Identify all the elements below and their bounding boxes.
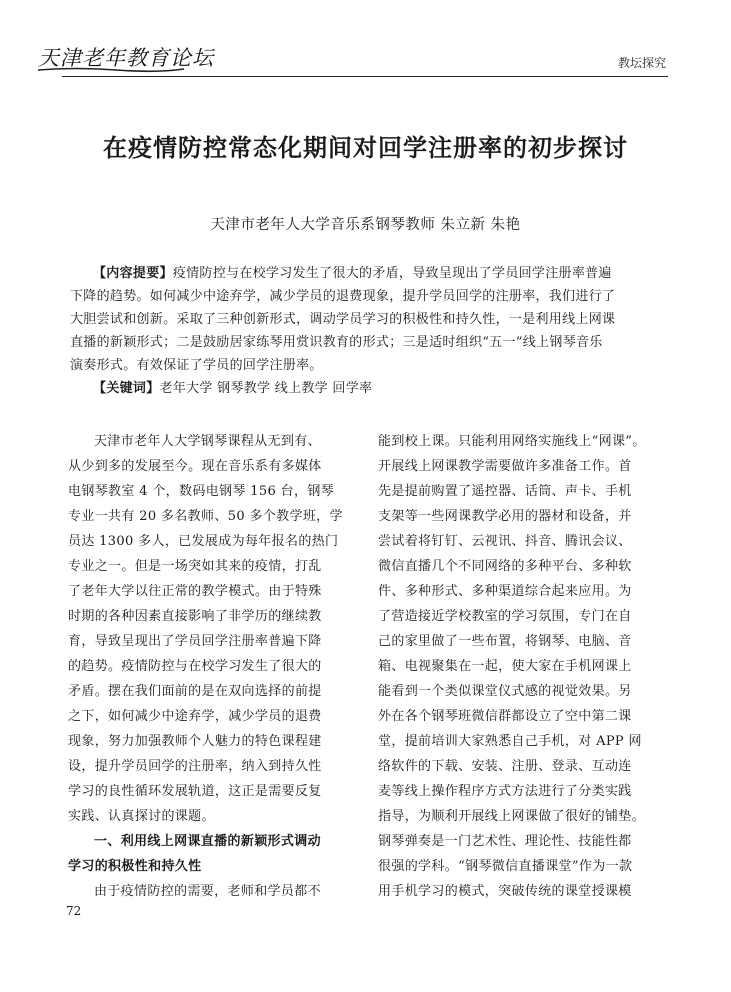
- paragraph-line: 堂，提前培训大家熟悉自己手机，对 APP 网: [378, 734, 642, 749]
- paragraph-line: 箱、电视聚集在一起，使大家在手机网课上: [378, 659, 632, 674]
- paragraph-line: 件、多种形式、多种渠道综合起来应用。为: [378, 584, 632, 599]
- paragraph-line: 的趋势。疫情防控与在校学习发生了很大的: [68, 659, 322, 674]
- paragraph-line: 微信直播几个不同网络的多种平台、多种软: [378, 559, 632, 574]
- paragraph-line: 能看到一个类似课堂仪式感的视觉效果。另: [378, 684, 632, 699]
- article-title: 在疫情防控常态化期间对回学注册率的初步探讨: [103, 134, 628, 162]
- paragraph-line: 指导，为顺利开展线上网课做了很好的铺垫。: [378, 809, 646, 824]
- abstract-line: [93, 262, 693, 281]
- abstract-line: 大胆尝试和创新。采取了三种创新形式，调动学员学习的积极性和持久性，一是利用线上网课: [70, 312, 616, 327]
- paragraph-line: 电钢琴教室 4 个，数码电钢琴 156 台，钢琴: [68, 484, 335, 499]
- keywords-text: 老年大学 钢琴教学 线上教学 回学率: [159, 381, 373, 396]
- paragraph-line: 钢琴弹奏是一门艺术性、理论性、技能性都: [378, 834, 632, 849]
- paragraph-line: 育，导致呈现出了学员回学注册率普遍下降: [68, 634, 322, 649]
- keywords-line: [93, 377, 693, 396]
- paragraph-line: 麦等线上操作程序方式方法进行了分类实践: [378, 784, 632, 799]
- paragraph-line: 用手机学习的模式，突破传统的课堂授课模: [378, 884, 632, 899]
- abstract-label: 【内容提要】: [93, 266, 173, 281]
- paragraph-line: 己的家里做了一些布置，将钢琴、电脑、音: [378, 634, 632, 649]
- paragraph-line: 设，提升学员回学的注册率，纳入到持久性: [68, 759, 322, 774]
- paragraph-line: 之下，如何减少中途弃学，减少学员的退费: [68, 709, 322, 724]
- paragraph-line: 员达 1300 多人，已发展成为每年报名的热门: [68, 534, 339, 549]
- paragraph-line: 现象，努力加强教师个人魅力的特色课程建: [68, 734, 322, 749]
- paragraph-line: 了老年大学以往正常的教学模式。由于特殊: [68, 584, 322, 599]
- abstract-line: 下降的趋势。如何减少中途弃学，减少学员的退费现象，提升学员回学的注册率，我们进行了: [70, 289, 616, 304]
- paragraph-line: 支架等一些网课教学必用的器材和设备，并: [378, 509, 632, 524]
- paragraph-line: 先是提前购置了遥控器、话筒、声卡、手机: [378, 484, 632, 499]
- paragraph-line: 很强的学科。“钢琴微信直播课堂”作为一款: [378, 859, 633, 874]
- paragraph-line: 矛盾。摆在我们面前的是在双向选择的前提: [68, 684, 322, 699]
- paragraph-line: 尝试着将钉钉、云视讯、抖音、腾讯会议、: [378, 534, 632, 549]
- keywords-label: 【关键词】: [93, 381, 160, 396]
- journal-logo: 天津老年教育论坛: [38, 46, 214, 70]
- paragraph-line: 了营造接近学校教室的学习氛围，专门在自: [378, 609, 632, 624]
- paragraph-line: 能到校上课。只能利用网络实施线上“网课”。: [378, 434, 646, 449]
- section-label: 教坛探究: [617, 56, 666, 70]
- paragraph-line: 实践、认真探讨的课题。: [68, 809, 215, 824]
- abstract-line: 直播的新颖形式；二是鼓励居家练琴用赏识教育的形式；三是适时组织“五一”线上钢琴音乐: [70, 335, 603, 350]
- paragraph-line: 天津市老年人大学钢琴课程从无到有、: [94, 434, 321, 449]
- paragraph-line: 从少到多的发展至今。现在音乐系有多媒体: [68, 459, 322, 474]
- paragraph-line: 外在各个钢琴班微信群都设立了空中第二课: [378, 709, 632, 724]
- paragraph-line: 络软件的下载、安装、注册、登录、互动连: [378, 759, 632, 774]
- paragraph-line: 时期的各种因素直接影响了非学历的继续教: [68, 609, 322, 624]
- section-heading: 一、利用线上网课直播的新颖形式调动: [94, 834, 321, 849]
- paragraph-line: 专业一共有 20 多名教师、50 多个教学班，学: [68, 509, 343, 524]
- paragraph-line: 学习的良性循环发展轨道，这正是需要反复: [68, 784, 322, 799]
- section-heading: 学习的积极性和持久性: [68, 859, 202, 874]
- abstract-line: 演奏形式。有效保证了学员的回学注册率。: [70, 358, 323, 373]
- header-divider: [62, 76, 668, 77]
- abstract-text: 疫情防控与在校学习发生了很大的矛盾，导致呈现出了学员回学注册率普遍: [172, 266, 612, 281]
- paragraph-line: 由于疫情防控的需要，老师和学员都不: [94, 884, 321, 899]
- page-number: 72: [66, 904, 82, 918]
- paragraph-line: 开展线上网课教学需要做许多准备工作。首: [378, 459, 632, 474]
- logo-swash-decoration: [36, 67, 186, 73]
- paragraph-line: 专业之一。但是一场突如其来的疫情，打乱: [68, 559, 322, 574]
- article-authors: 天津市老年人大学音乐系钢琴教师 朱立新 朱艳: [210, 217, 521, 233]
